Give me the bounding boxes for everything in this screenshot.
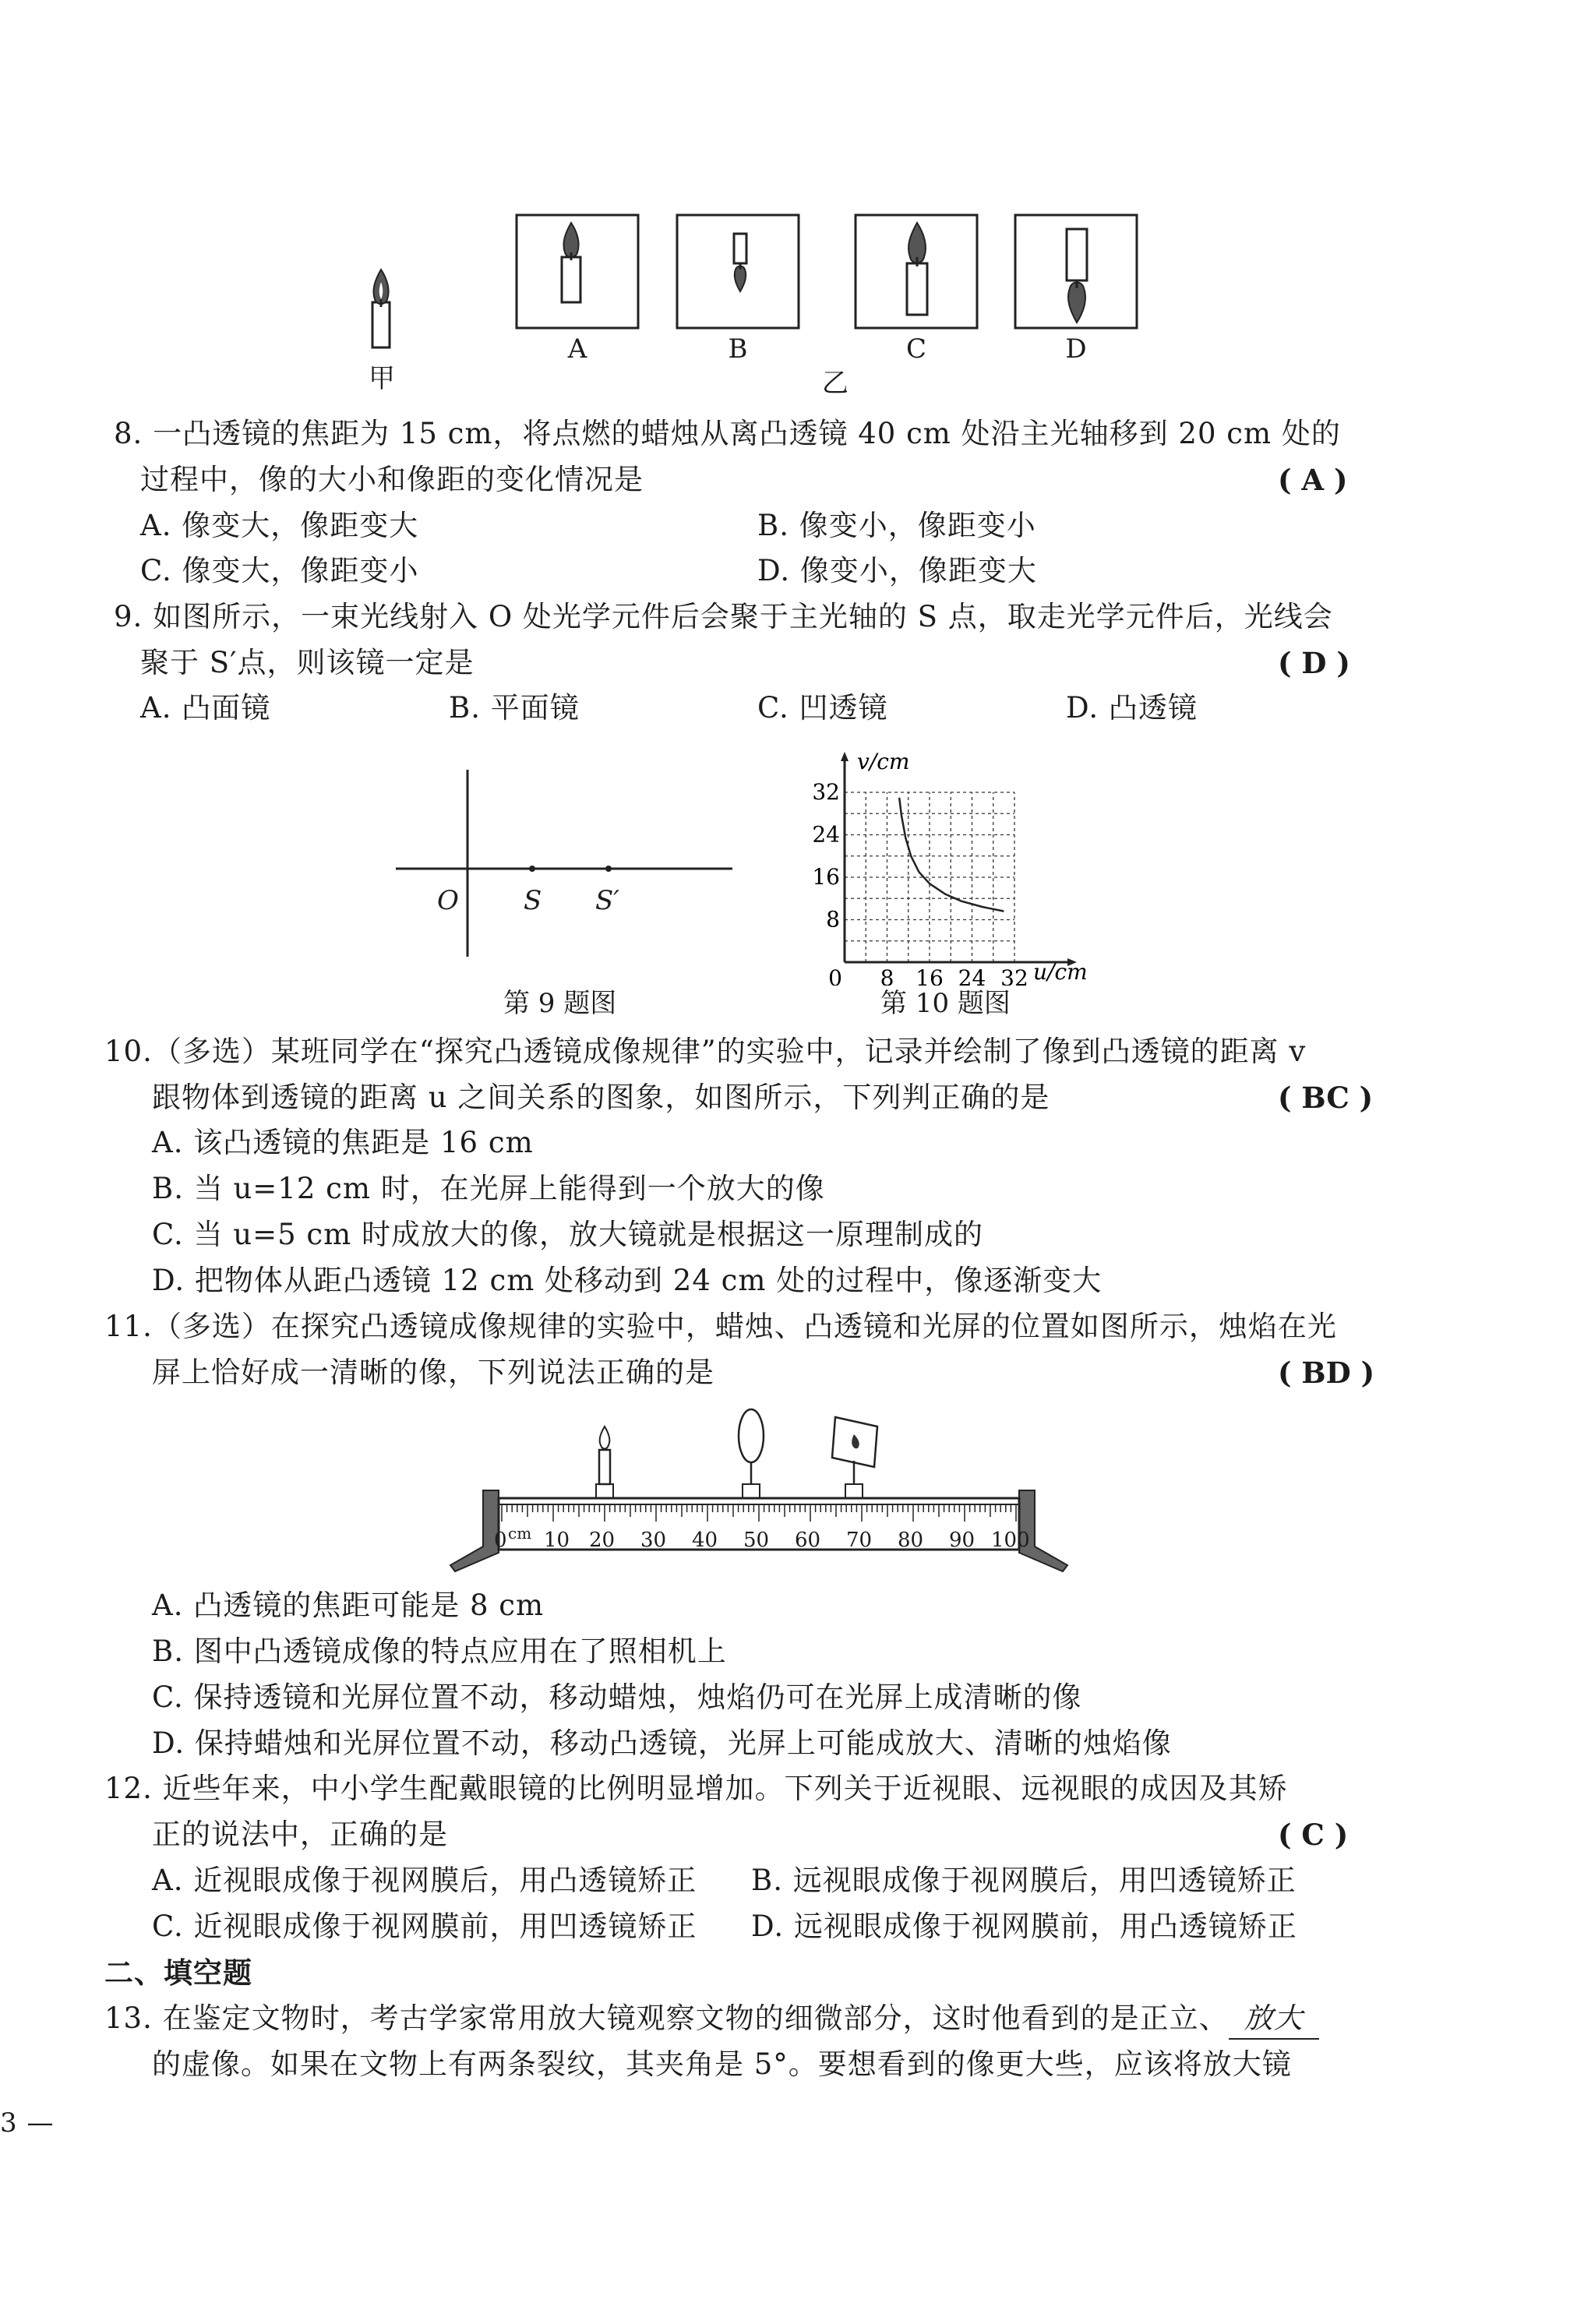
bench-label-90: 90 bbox=[949, 1529, 976, 1552]
q12-option-c: C. 近视眼成像于视网膜前，用凹透镜矫正 bbox=[152, 1910, 697, 1943]
bench-label-50: 50 bbox=[743, 1529, 770, 1552]
q10-option-a: A. 该凸透镜的焦距是 16 cm bbox=[152, 1126, 534, 1159]
q8-option-b: B. 像变小，像距变小 bbox=[757, 509, 1036, 542]
q9-stem-line1: 9. 如图所示，一束光线射入 O 处光学元件后会聚于主光轴的 S 点，取走光学元件后，光线会 bbox=[114, 600, 1333, 633]
bench-label-30: 30 bbox=[640, 1529, 667, 1552]
bench-label-70: 70 bbox=[846, 1529, 873, 1552]
candle-c bbox=[907, 223, 927, 315]
section-title-fill-in: 二、填空题 bbox=[104, 1955, 252, 1990]
fig10-xtick-label: 8 bbox=[880, 965, 894, 986]
option-a-box bbox=[517, 215, 638, 328]
fig10-caption: 第 10 题图 bbox=[880, 988, 1011, 1019]
q12-answer: ( C ) bbox=[1278, 1818, 1349, 1852]
fig10-ytick-label: 16 bbox=[812, 864, 840, 890]
bench-lens bbox=[739, 1409, 764, 1498]
q11-stem-line1: 11.（多选）在探究凸透镜成像规律的实验中，蜡烛、凸透镜和光屏的位置如图所示，烛焰在光 bbox=[104, 1310, 1337, 1343]
fig10-ytick-label: 8 bbox=[826, 906, 840, 933]
q13-blank-answer: 放大 bbox=[1229, 1999, 1319, 2040]
bench-label-40: 40 bbox=[692, 1529, 718, 1552]
page-number: 3 — bbox=[0, 2107, 55, 2139]
option-label-a: A bbox=[567, 333, 587, 365]
option-label-d: D bbox=[1065, 333, 1087, 365]
q9-option-c: C. 凹透镜 bbox=[757, 691, 888, 725]
q11-option-d: D. 保持蜡烛和光屏位置不动，移动凸透镜，光屏上可能成放大、清晰的烛焰像 bbox=[152, 1726, 1172, 1760]
fig9-label-o: O bbox=[437, 885, 459, 916]
fig9-caption: 第 9 题图 bbox=[503, 988, 617, 1019]
fig10-xtick-label: 16 bbox=[916, 965, 944, 986]
fig9-diagram bbox=[390, 763, 740, 966]
q9-option-d: D. 凸透镜 bbox=[1066, 691, 1198, 725]
fig10-curve bbox=[899, 798, 1004, 912]
bench-left-leg bbox=[450, 1490, 499, 1571]
fig10-ytick-label: 32 bbox=[812, 779, 840, 805]
q12-stem-line1: 12. 近些年来，中小学生配戴眼镜的比例明显增加。下列关于近视眼、远视眼的成因及其矫 bbox=[104, 1772, 1288, 1805]
q13-stem-line2: 的虚像。如果在文物上有两条裂纹，其夹角是 5°。要想看到的像更大些，应该将放大镜 bbox=[152, 2047, 1292, 2081]
q8-answer: ( A ) bbox=[1278, 463, 1348, 497]
q11-stem-line2: 屏上恰好成一清晰的像，下列说法正确的是 bbox=[152, 1356, 714, 1389]
q13-stem-line1 bbox=[104, 1999, 1319, 2040]
fig10-xtick-label: 24 bbox=[958, 965, 986, 986]
fig9-label-s: S bbox=[524, 885, 542, 916]
q13-stem-line1-text: 13. 在鉴定文物时，考古学家常用放大镜观察文物的细微部分，这时他看到的是正立、 bbox=[104, 2001, 1229, 2035]
bench-label-20: 20 bbox=[589, 1529, 616, 1552]
fig9-point-s-prime bbox=[605, 866, 612, 872]
bench-label-10: 10 bbox=[544, 1529, 570, 1552]
q12-stem-line2: 正的说法中，正确的是 bbox=[152, 1818, 448, 1851]
q10-answer: ( BC ) bbox=[1278, 1081, 1374, 1115]
q8-option-c: C. 像变大，像距变小 bbox=[140, 554, 419, 587]
candle-b bbox=[734, 234, 746, 291]
candle-a bbox=[562, 223, 580, 302]
q12-option-a: A. 近视眼成像于视网膜后，用凸透镜矫正 bbox=[152, 1864, 697, 1897]
fig10-ytick-label: 24 bbox=[812, 821, 840, 848]
q10-stem-line1: 10.（多选）某班同学在“探究凸透镜成像规律”的实验中，记录并绘制了像到凸透镜的距离 v bbox=[104, 1035, 1307, 1068]
q8-stem-line2: 过程中，像的大小和像距的变化情况是 bbox=[140, 463, 644, 496]
q11-option-a: A. 凸透镜的焦距可能是 8 cm bbox=[152, 1589, 545, 1622]
q9-stem-line2: 聚于 S′点，则该镜一定是 bbox=[140, 646, 475, 679]
option-label-c: C bbox=[905, 333, 926, 365]
bench-screen bbox=[832, 1417, 877, 1498]
q10-option-c: C. 当 u=5 cm 时成放大的像，放大镜就是根据这一原理制成的 bbox=[152, 1218, 983, 1251]
bench-label-0: 0 bbox=[494, 1529, 507, 1552]
fig9-label-s-prime: S′ bbox=[595, 885, 620, 916]
q10-option-d: D. 把物体从距凸透镜 12 cm 处移动到 24 cm 处的过程中，像逐渐变大 bbox=[152, 1264, 1103, 1297]
q11-answer: ( BD ) bbox=[1278, 1356, 1375, 1390]
fig10-grid bbox=[845, 792, 1014, 962]
bench-label-60: 60 bbox=[795, 1529, 821, 1552]
q9-answer: ( D ) bbox=[1278, 646, 1350, 680]
figure-label-jia: 甲 bbox=[369, 363, 395, 394]
bench-label-100: 100 bbox=[991, 1529, 1030, 1552]
candle-jia bbox=[372, 270, 390, 347]
option-label-b: B bbox=[728, 333, 748, 365]
bench-label-80: 80 bbox=[898, 1529, 924, 1552]
q10-option-b: B. 当 u=12 cm 时，在光屏上能得到一个放大的像 bbox=[152, 1172, 825, 1205]
q8-option-d: D. 像变小，像距变大 bbox=[757, 554, 1037, 587]
fig10-xtick-label: 0 bbox=[828, 965, 842, 986]
q9-option-b: B. 平面镜 bbox=[449, 691, 580, 725]
q11-option-b: B. 图中凸透镜成像的特点应用在了照相机上 bbox=[152, 1635, 727, 1668]
q12-option-b: B. 远视眼成像于视网膜后，用凹透镜矫正 bbox=[751, 1864, 1297, 1897]
q9-option-a: A. 凸面镜 bbox=[140, 691, 271, 725]
candle-d bbox=[1067, 229, 1087, 323]
q12-option-d: D. 远视眼成像于视网膜前，用凸透镜矫正 bbox=[751, 1910, 1297, 1943]
fig10-xtick-label: 32 bbox=[1000, 965, 1028, 986]
bench-candle bbox=[596, 1426, 613, 1498]
fig10-ylabel: v/cm bbox=[857, 749, 910, 774]
q11-option-c: C. 保持透镜和光屏位置不动，移动蜡烛，烛焰仍可在光屏上成清晰的像 bbox=[152, 1680, 1082, 1714]
fig9-point-s bbox=[529, 866, 535, 872]
optical-bench bbox=[444, 1406, 1083, 1593]
candle-figure bbox=[0, 0, 1570, 405]
q8-option-a: A. 像变大，像距变大 bbox=[140, 509, 419, 542]
figure-label-yi: 乙 bbox=[822, 368, 849, 399]
q10-stem-line2: 跟物体到透镜的距离 u 之间关系的图象，如图所示，下列判正确的是 bbox=[152, 1081, 1050, 1114]
bench-label-unit: cm bbox=[508, 1524, 532, 1543]
fig10-xlabel: u/cm bbox=[1033, 959, 1088, 985]
fig10-chart bbox=[795, 744, 1130, 986]
fig10-y-arrow bbox=[841, 752, 849, 761]
q8-stem-line1: 8. 一凸透镜的焦距为 15 cm，将点燃的蜡烛从离凸透镜 40 cm 处沿主光轴移到 20 cm 处的 bbox=[114, 417, 1341, 450]
